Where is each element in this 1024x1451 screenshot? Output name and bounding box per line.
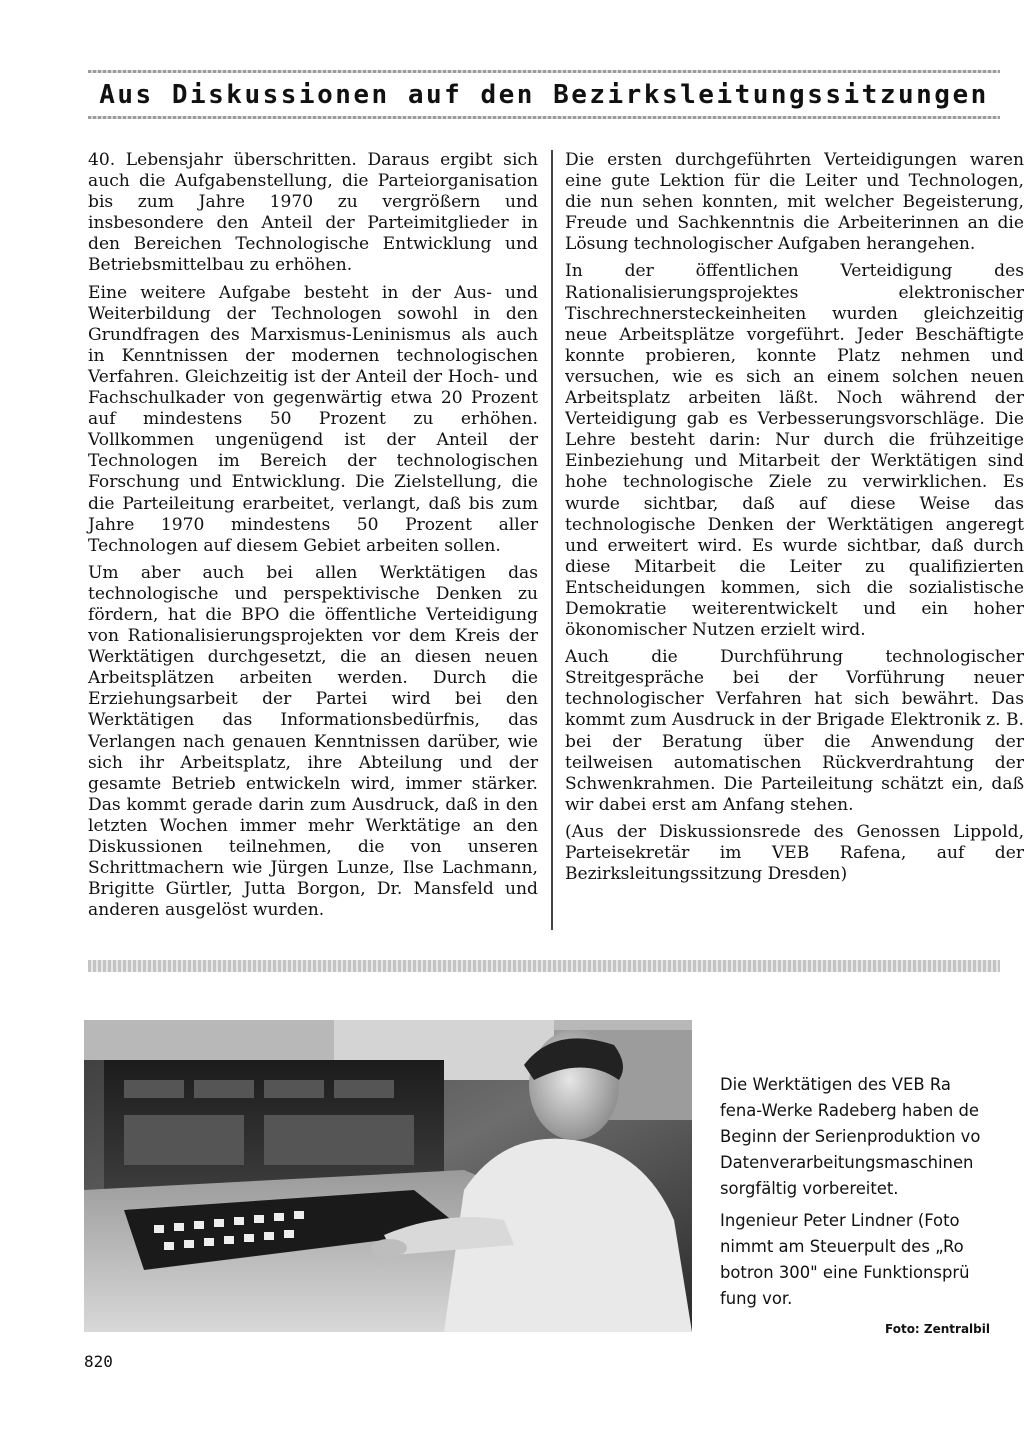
caption-paragraph-1 bbox=[720, 1072, 1024, 1202]
caption-line: fena-Werke Radeberg haben de bbox=[720, 1101, 979, 1120]
caption-line: Ingenieur Peter Lindner (Foto bbox=[720, 1211, 960, 1230]
caption-line: sorgfältig vorbereitet. bbox=[720, 1179, 899, 1198]
caption-line: nimmt am Steuerpult des „Ro bbox=[720, 1237, 964, 1256]
page-number: 820 bbox=[84, 1352, 113, 1371]
left-text-column bbox=[88, 150, 538, 927]
heading-underline-rule bbox=[88, 116, 1000, 119]
photo-image bbox=[84, 1020, 692, 1332]
right-text-column bbox=[565, 150, 1024, 891]
caption-line: Die Werktätigen des VEB Ra bbox=[720, 1075, 951, 1094]
source-note: (Aus der Diskussionsrede des Genossen Lippold, Parteisekretär im VEB Rafena, auf der Bezirksleitungssitzung Dresden) bbox=[565, 821, 1024, 885]
right-paragraph-2: In der öffentlichen Verteidigung des Rationalisierungsprojektes elektronischer Tischrechnersteckeinheiten wurden gleichzeitig neue Arbeitsplätze vorgeführt. Jeder Beschäftigte konnte probieren, konnte Platz nehmen und versuchen, wie es sich an einem solchen neuen Arbeitsplatz arbeiten läßt. Noch während der Verteidigung gab es Verbesserungsvorschläge. Die Lehre besteht darin: Nur durch die frühzeitige Einbeziehung und Mitarbeit der Werktätigen sind hohe technologische Ziele zu verwirklichen. Es wurde sichtbar, daß auf diese Weise das technologische Denken der Werktätigen angeregt und erweitert wird. Es wurde sichtbar, daß durch diese Mitarbeit die Leiter zu qualifizierten Entscheidungen kommen, sich die sozialistische Demokratie weiterentwickelt und ein hoher ökonomischer Nutzen erzielt wird. bbox=[565, 261, 1024, 641]
photo-engineer-at-control-console bbox=[84, 1020, 692, 1332]
left-paragraph-1: 40. Lebensjahr überschritten. Daraus ergibt sich auch die Aufgabenstellung, die Parteiorganisation bis zum Jahre 1970 zu vergrößern und insbesondere den Anteil der Parteimitglieder in den Bereichen Technologische Entwicklung und Betriebsmittelbau zu erhöhen. bbox=[88, 150, 538, 276]
caption-line: botron 300" eine Funktionsprü bbox=[720, 1263, 970, 1282]
caption-line: fung vor. bbox=[720, 1289, 793, 1308]
page-heading: Aus Diskussionen auf den Bezirksleitungssitzungen bbox=[99, 80, 989, 110]
caption-line: Beginn der Serienproduktion vo bbox=[720, 1127, 981, 1146]
caption-paragraph-2 bbox=[720, 1208, 1024, 1312]
photo-credit: Foto: Zentralbil bbox=[885, 1322, 990, 1336]
left-paragraph-2: Eine weitere Aufgabe besteht in der Aus- und Weiterbildung der Technologen sowohl in den Grundfragen des Marxismus-Leninismus als auch in Kenntnissen der modernen technologischen Verfahren. Gleichzeitig ist der Anteil der Hoch- und Fachschulkader von gegenwärtig etwa 20 Prozent auf mindestens 50 Prozent zu erhöhen. Vollkommen ungenügend ist der Anteil der Technologen im Bereich der technologischen Forschung und Entwicklung. Die Zielstellung, die die Parteileitung erarbeitet, verlangt, daß bis zum Jahre 1970 mindestens 50 Prozent aller Technologen auf diesem Gebiet arbeiten sollen. bbox=[88, 282, 538, 556]
right-paragraph-3: Auch die Durchführung technologischer Streitgespräche bei der Vorführung neuer technologischer Verfahren hat sich bewährt. Das kommt zum Ausdruck in der Brigade Elektronik z. B. bei der Beratung über die Anwendung der teilweisen automatischen Rückverdrahtung der Schwenkrahmen. Die Parteileitung schätzt ein, daß wir dabei erst am Anfang stehen. bbox=[565, 647, 1024, 815]
left-paragraph-3: Um aber auch bei allen Werktätigen das technologische und perspektivische Denken zu fördern, hat die BPO die öffentliche Verteidigung von Rationalisierungsprojekten vor dem Kreis der Werktätigen durchgesetzt, die an diesen neuen Arbeitsplätzen arbeiten werden. Durch die Erziehungsarbeit der Partei wird bei den Werktätigen das Informationsbedürfnis, das Verlangen nach genauen Kenntnissen darüber, wie sich ihr Arbeitsplatz, ihre Abteilung und der gesamte Betrieb entwickeln wird, immer stärker. Das kommt gerade darin zum Ausdruck, daß in den letzten Wochen immer mehr Werktätige an den Diskussionen teilnehmen, die von unseren Schrittmachern wie Jürgen Lunze, Ilse Lachmann, Brigitte Gürtler, Jutta Borgon, Dr. Mansfeld und anderen ausgelöst wurden. bbox=[88, 562, 538, 921]
right-paragraph-1: Die ersten durchgeführten Verteidigungen waren eine gute Lektion für die Leiter und Technologen, die nun sehen konnten, mit welcher Begeisterung, Freude und Sachkenntnis die Arbeiterinnen an die Lösung technologischer Aufgaben herangehen. bbox=[565, 150, 1024, 255]
section-divider-rule bbox=[88, 960, 1000, 972]
column-divider bbox=[551, 150, 553, 930]
top-rule bbox=[88, 70, 1000, 73]
caption-line: Datenverarbeitungsmaschinen bbox=[720, 1153, 974, 1172]
photo-caption bbox=[720, 1072, 1024, 1318]
